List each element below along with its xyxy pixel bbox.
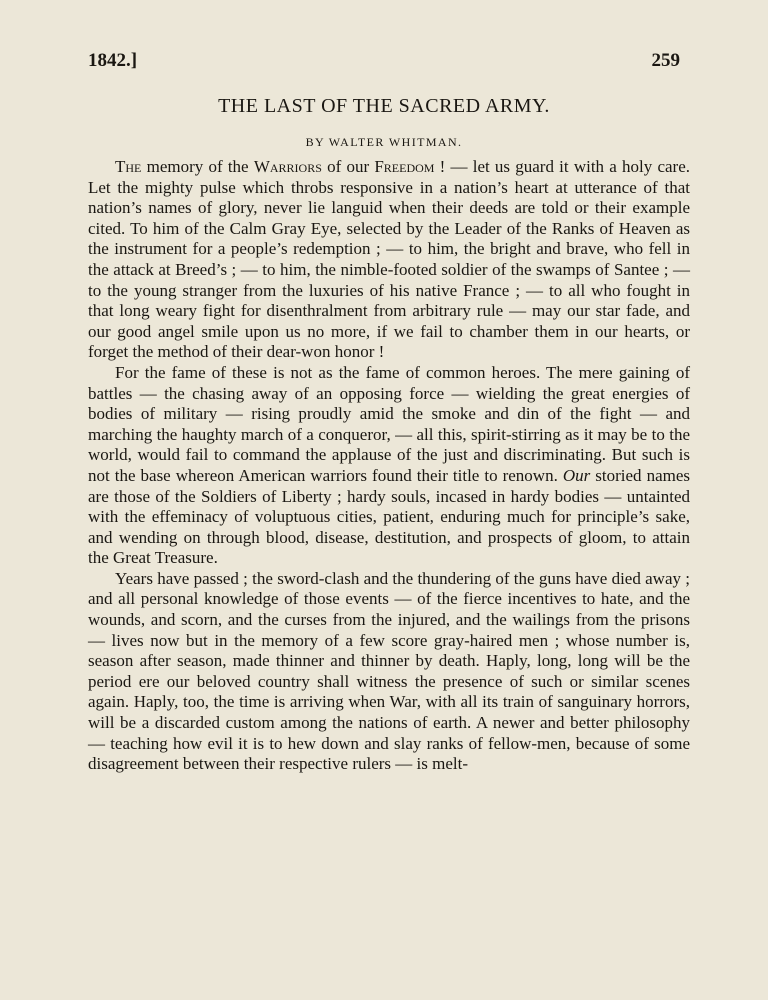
freedom-small-caps: Freedom bbox=[374, 157, 435, 176]
paragraph-2 bbox=[88, 363, 690, 569]
article-byline: BY WALTER WHITMAN. bbox=[305, 135, 463, 149]
warriors-small-caps: Warriors bbox=[253, 157, 322, 176]
paragraph-3: Years have passed ; the sword-clash and the thundering of the guns have died away ; and all personal knowledge of those events — of the fierce incentives to hate, and the wounds, and scorn, and the curses from the injured, and the wailings from the prisons — lives now but in the memory of a few score gray-haired men ; whose number is, season after season, made thinner and thinner by death. Haply, long, long will be the period ere our beloved country shall witness the presence of such or similar scenes again. Haply, too, the time is arriving when War, with all its train of sanguinary horrors, will be a discarded custom among the nations of earth. A newer and better philosophy — teaching how evil it is to hew down and slay ranks of fellow-men, because of some disagreement between their respective rulers — is melt- bbox=[88, 568, 690, 774]
paragraph-1-text-c: ! — let us guard it with a holy care. Let the mighty pulse which throbs responsive in a nation’s heart at utterance of that nation’s names of glory, never lie languid when their deeds are told or their example cited. To him of the Calm Gray Eye, selected by the Leader of the Ranks of Heaven as the instrument for a people’s redemption ; — to him, the bright and brave, who fell in the attack at Breed’s ; — to him, the nimble-footed soldier of the swamps of Santee ; — to the young stranger from the luxuries of his native France ; — to all who fought in that long weary fight for disenthralment from arbitrary rule — may our star fade, and our good angel smile upon us no more, if we fail to chamber them in our hearts, or forget the method of their dear-won honor ! bbox=[88, 157, 690, 362]
paragraph-1-text-b: of our bbox=[321, 157, 375, 176]
page-number: 259 bbox=[651, 50, 680, 71]
paragraph-2-text-b: storied names are those of the Soldiers of Liberty ; hardy souls, incased in hardy bodies — untainted with the effeminacy of voluptuous cities, patient, enduring much for principle’s sake, and wending on through blood, disease, destitution, and prospects of gloom, to attain the Great Treasure. bbox=[88, 465, 690, 568]
opening-word: The bbox=[115, 157, 142, 176]
paragraph-1-text-a: memory of the bbox=[141, 157, 254, 176]
running-head-date: 1842.] bbox=[88, 50, 138, 71]
article-title: THE LAST OF THE SACRED ARMY. bbox=[218, 95, 550, 117]
article-body bbox=[88, 157, 690, 775]
paragraph-1 bbox=[88, 157, 690, 363]
our-italic: Our bbox=[562, 465, 591, 485]
paragraph-2-text-a: For the fame of these is not as the fame of common heroes. The mere gaining of battles — the chasing away of an opposing force — wielding the great energies of bodies of military — rising proudly amid the smoke and din of the fight — and marching the haughty march of a conqueror, — all this, spirit-stirring as it may be to the world, would fail to command the applause of the just and discriminating. But such is not the base whereon American warriors found their title to renown. bbox=[88, 362, 690, 485]
